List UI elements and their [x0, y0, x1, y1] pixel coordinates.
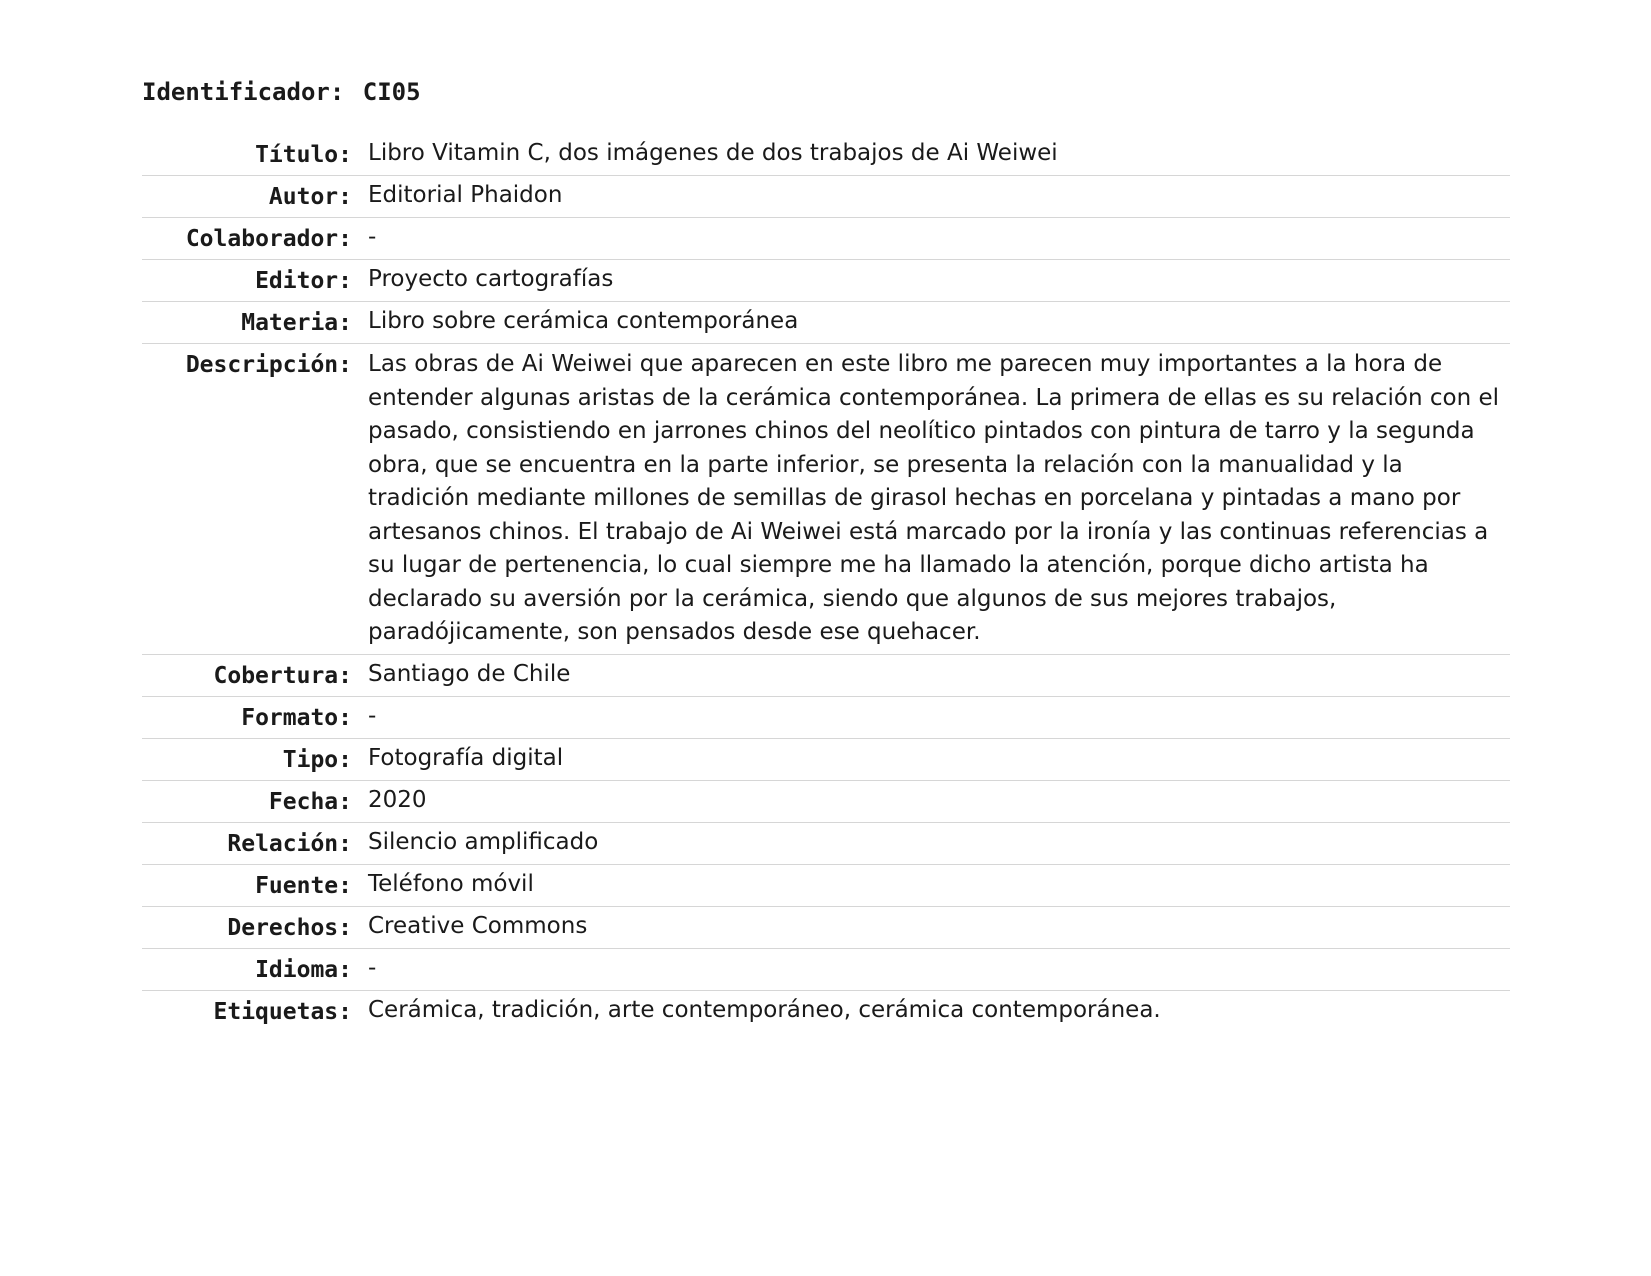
- field-value: -: [368, 702, 377, 729]
- field-label: Cobertura:: [213, 662, 352, 689]
- field-label: Etiquetas:: [213, 998, 352, 1025]
- field-label: Descripción:: [185, 352, 352, 378]
- field-label: Tipo:: [282, 746, 352, 773]
- row-editor: [142, 260, 1510, 302]
- row-formato: [142, 697, 1510, 739]
- field-label: Materia:: [241, 310, 352, 336]
- row-cobertura: [142, 655, 1510, 697]
- row-derechos: [142, 907, 1510, 949]
- field-value: Cerámica, tradición, arte contemporáneo, cerámica contemporánea.: [368, 996, 1161, 1023]
- field-value: Libro Vitamin C, dos imágenes de dos trabajos de Ai Weiwei: [368, 140, 1058, 166]
- row-materia: [142, 302, 1510, 344]
- row-tipo: [142, 739, 1510, 781]
- row-etiquetas: [142, 991, 1510, 1032]
- row-autor: [142, 176, 1510, 218]
- identifier-line: [142, 72, 1510, 112]
- field-label: Título:: [255, 142, 352, 168]
- field-value: Silencio amplificado: [368, 828, 599, 855]
- description-text: Las obras de Ai Weiwei que aparecen en este libro me parecen muy importantes a la hora de entender algunas aristas de la cerámica contemporánea. La primera de ellas es su relación con el pasado, consistiendo en jarrones chinos del neolítico pintados con pintura de tarro y la segunda obra, que se encuentra en la parte inferior, se presenta la relación con la manualidad y la tradición mediante millones de semillas de girasol hechas en porcelana y pintadas a mano por artesanos chinos. El trabajo de Ai Weiwei está marcado por la ironía y las continuas referencias a su lugar de pertenencia, lo cual siempre me ha llamado la atención, porque dicho artista ha declarado su aversión por la cerámica, siendo que algunos de sus mejores trabajos, paradójicamente, son pensados desde ese quehacer.: [368, 351, 1500, 645]
- field-label: Colaborador:: [185, 226, 352, 252]
- row-fecha: [142, 781, 1510, 823]
- row-fuente: [142, 865, 1510, 907]
- field-label: Relación:: [227, 830, 352, 857]
- fields-table: [142, 134, 1510, 1032]
- field-value: Fotografía digital: [368, 744, 564, 771]
- field-value: Santiago de Chile: [368, 660, 571, 687]
- field-label: Editor:: [255, 268, 352, 294]
- identifier-label: Identificador:: [142, 78, 345, 106]
- field-value: 2020: [368, 786, 427, 813]
- field-value: Editorial Phaidon: [368, 182, 563, 208]
- metadata-record: [142, 72, 1510, 1032]
- field-label: Formato:: [241, 704, 352, 731]
- row-idioma: [142, 949, 1510, 991]
- field-value: -: [368, 954, 377, 981]
- field-value: -: [368, 224, 377, 250]
- field-value: Libro sobre cerámica contemporánea: [368, 308, 799, 334]
- identifier-value: CI05: [362, 78, 421, 106]
- field-label: Fecha:: [268, 788, 352, 815]
- field-value: Proyecto cartografías: [368, 266, 614, 292]
- field-label: Autor:: [268, 184, 352, 210]
- row-titulo: [142, 134, 1510, 176]
- row-relacion: [142, 823, 1510, 865]
- field-label: Derechos:: [227, 914, 352, 941]
- row-descripcion: [142, 344, 1510, 655]
- field-value: Teléfono móvil: [368, 870, 534, 897]
- field-value: Creative Commons: [368, 912, 588, 939]
- field-label: Fuente:: [255, 872, 352, 899]
- row-colaborador: [142, 218, 1510, 260]
- field-label: Idioma:: [255, 956, 352, 983]
